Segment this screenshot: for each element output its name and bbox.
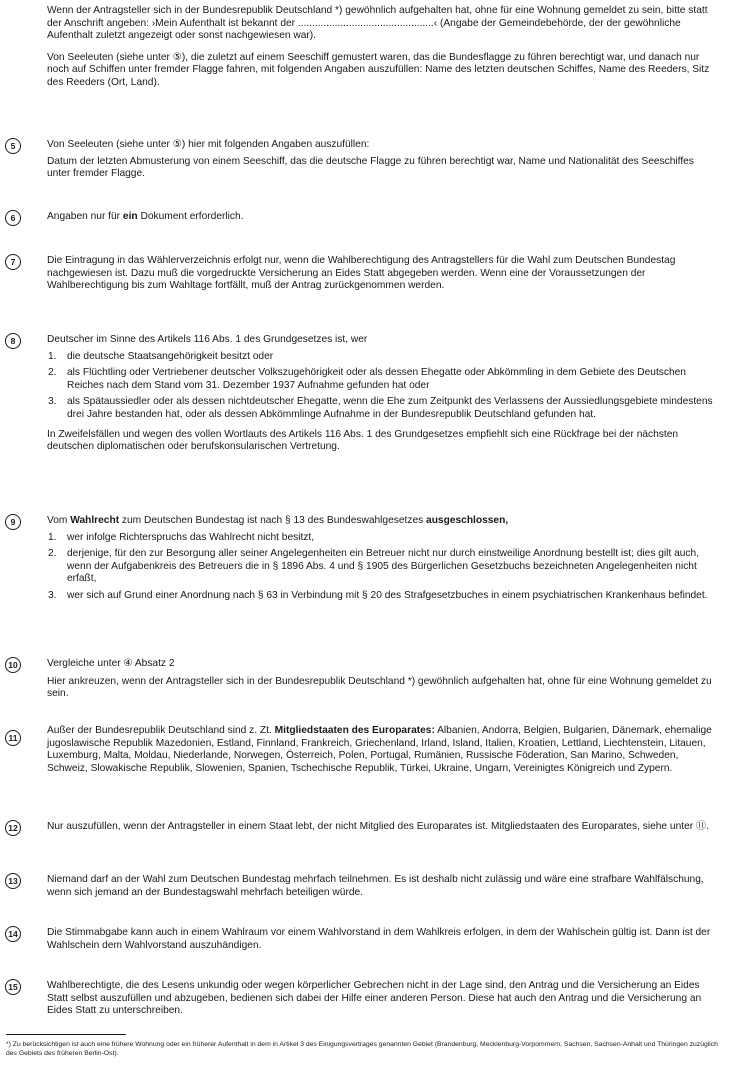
note-8-tail: In Zweifelsfällen und wegen des vollen Wortlauts des Artikels 116 Abs. 1 des Grundgesetzes empfiehlt sich eine Rückfrage bei der nächsten deutschen diplomatischen oder berufskonsularischen Vertretung. bbox=[47, 428, 679, 453]
note-6-pre: Angaben nur für bbox=[47, 211, 123, 222]
intro-paragraph-1: Wenn der Antragsteller sich in der Bundesrepublik Deutschland *) gewöhnlich aufgehalten hat, ohne für eine Wohnung gemeldet zu sein, bitte statt der Anschrift angeben: ›Mein Aufenthalt ist bekannt der ................................................‹ (Angabe der Gemeindebehörde, der der gewöhnliche Aufenthalt zuletzt angezeigt oder sonst nachgewiesen war). bbox=[47, 5, 708, 42]
note-9-lead: Vom Wahlrecht zum Deutschen Bundestag ist nach § 13 des Bundeswahlgesetzes ausgeschlossen, bbox=[47, 515, 509, 526]
note-7-text: Die Eintragung in das Wählerverzeichnis erfolgt nur, wenn die Wahlberechtigung des Antragstellers für die Wahl zum Deutschen Bundestag nachgewiesen ist. Dazu muß die vorgedruckte Versicherung an Eides Statt abgegeben werden. Wenn eine der Voraussetzungen der Wahlberechtigung bis zum Wahltage fortfällt, muß der Antrag zurückgenommen werden. bbox=[47, 255, 676, 292]
note-6-bold: ein bbox=[122, 211, 138, 222]
note-14 bbox=[47, 927, 719, 952]
list-item: 1. wer infolge Richterspruchs das Wahlrecht nicht besitzt, bbox=[48, 531, 315, 543]
note-6 bbox=[47, 211, 719, 224]
note-number-10: 10 bbox=[5, 657, 21, 673]
note-5 bbox=[47, 139, 719, 181]
note-11: Außer der Bundesrepublik Deutschland sind z. Zt. Mitgliedstaaten des Europarates: Albanien, Andorra, Belgien, Bulgarien, Dänemark, ehemalige jugoslawische Republik Mazedonien, Estland, Finnland, Frankreich, Griechenland, Irland, Island, Italien, Kroatien, Lettland, Liechtenstein, Litauen, Luxemburg, Malta, Moldau, Niederlande, Norwegen, Österreich, Polen, Portugal, Rumänien, Russische Föderation, San Marino, Schweden, Schweiz, Slowakische Republik, Slowenien, Spanien, Tschechische Republik, Türkei, Ukraine, Ungarn, Vereinigtes Königreich und Zypern. bbox=[47, 725, 712, 774]
note-13 bbox=[47, 874, 719, 899]
note-15-text: Wahlberechtigte, die des Lesens unkundig oder wegen körperlicher Gebrechen nicht in der Lage sind, den Antrag und die Versicherung an Eides Statt selbst auszufüllen und abzugeben, bedienen sich dabei der Hilfe einer anderen Person. Diese hat auch den Antrag und die Versicherung an Eides Statt zu unterschreiben. bbox=[47, 980, 702, 1017]
footnote: *) Zu berücksichtigen ist auch eine frühere Wohnung oder ein früherer Aufenthalt in dem in Artikel 3 des Einigungsvertrages genannten Gebiet (Brandenburg, Mecklenburg-Vorpommern, Sachsen, Sachsen-Anhalt und Thüringen zuzüglich des Gebiets des früheren Berlin-Ost). bbox=[6, 1041, 718, 1057]
intro-section bbox=[47, 5, 719, 90]
note-8 bbox=[47, 334, 719, 454]
list-item: 2. als Flüchtling oder Vertriebener deutscher Volkszugehörigkeit oder als dessen Ehegatte oder Abkömmling in dem Gebiete des Deutschen Reiches nach dem Stand vom 31. Dezember 1937 Aufnahme gefunden hat oder bbox=[48, 367, 686, 391]
note-13-text: Niemand darf an der Wahl zum Deutschen Bundestag mehrfach teilnehmen. Es ist deshalb nicht zulässig und wäre eine strafbare Wahlfälschung, wenn sich jemand an der Bundestagswahl mehrfach beteiligen würde. bbox=[47, 874, 704, 898]
note-5-lead: Von Seeleuten (siehe unter ⑤) hier mit folgenden Angaben auszufüllen: bbox=[47, 139, 370, 150]
note-number-14: 14 bbox=[5, 926, 21, 942]
note-7 bbox=[47, 255, 719, 293]
note-12-text: Nur auszufüllen, wenn der Antragsteller in einem Staat lebt, der nicht Mitglied des Europarates ist. Mitgliedstaaten des Europarates, siehe unter ⑪. bbox=[47, 821, 709, 832]
note-10 bbox=[47, 658, 719, 701]
footnote-divider bbox=[6, 1034, 126, 1035]
list-item: 2. derjenige, für den zur Besorgung aller seiner Angelegenheiten ein Betreuer nicht nur durch einstweilige Anordnung bestellt ist; dies gilt auch, wenn der Aufgabenkreis des Betreuers die in § 1896 Abs. 4 und § 1905 des Bürgerlichen Gesetzbuchs bezeichneten Angelegenheiten nicht erfaßt, bbox=[48, 548, 700, 585]
list-item: 3. als Spätaussiedler oder als dessen nichtdeutscher Ehegatte, wenn die Ehe zum Zeitpunkt des Verlassens der Aussiedlungsgebiete mindestens drei Jahre bestanden hat, oder als dessen Abkömmlinge Aufnahme in der Bundesrepublik Deutschland gefunden hat. bbox=[48, 396, 713, 420]
list-item: 1. die deutsche Staatsangehörigkeit besitzt oder bbox=[48, 350, 274, 362]
note-number-6: 6 bbox=[5, 210, 21, 226]
note-5-text: Datum der letzten Abmusterung von einem Seeschiff, das die deutsche Flagge zu führen berechtigt war, Name und Nationalität des Seeschiffes unter fremder Flagge. bbox=[47, 155, 694, 180]
note-8-lead: Deutscher im Sinne des Artikels 116 Abs. 1 des Grundgesetzes ist, wer bbox=[47, 334, 368, 345]
note-10-text: Hier ankreuzen, wenn der Antragsteller sich in der Bundesrepublik Deutschland *) gewöhnlich aufgehalten hat, ohne für eine Wohnung gemeldet zu sein. bbox=[47, 675, 712, 700]
note-6-post: Dokument erforderlich. bbox=[137, 211, 244, 222]
intro-paragraph-2: Von Seeleuten (siehe unter ⑤), die zuletzt auf einem Seeschiff gemustert waren, das die Bundesflagge zu führen berechtigt war, und danach nur noch auf Schiffen unter fremder Flagge fahren, mit folgenden Angaben auszufüllen: Name des letzten deutschen Schiffes, Name des Reeders, Sitz des Reeders (Ort, Land). bbox=[47, 51, 710, 88]
list-item: 3. wer sich auf Grund einer Anordnung nach § 63 in Verbindung mit § 20 des Strafgesetzbuches in einem psychiatrischen Krankenhaus befindet. bbox=[48, 589, 708, 601]
note-number-12: 12 bbox=[5, 820, 21, 836]
note-9 bbox=[47, 515, 719, 603]
note-15 bbox=[47, 980, 719, 1018]
note-number-7: 7 bbox=[5, 254, 21, 270]
note-number-8: 8 bbox=[5, 333, 21, 349]
note-12 bbox=[47, 821, 719, 834]
note-14-text: Die Stimmabgabe kann auch in einem Wahlraum vor einem Wahlvorstand in dem Wahlkreis erfolgen, in dem der Wahlschein gültig ist. Dann ist der Wahlschein dem Wahlvorstand auszuhändigen. bbox=[47, 927, 711, 951]
note-number-5: 5 bbox=[5, 138, 21, 154]
note-number-11: 11 bbox=[5, 730, 21, 746]
note-number-15: 15 bbox=[5, 979, 21, 995]
note-number-13: 13 bbox=[5, 873, 21, 889]
note-number-9: 9 bbox=[5, 514, 21, 530]
note-10-lead: Vergleiche unter ④ Absatz 2 bbox=[47, 658, 175, 669]
